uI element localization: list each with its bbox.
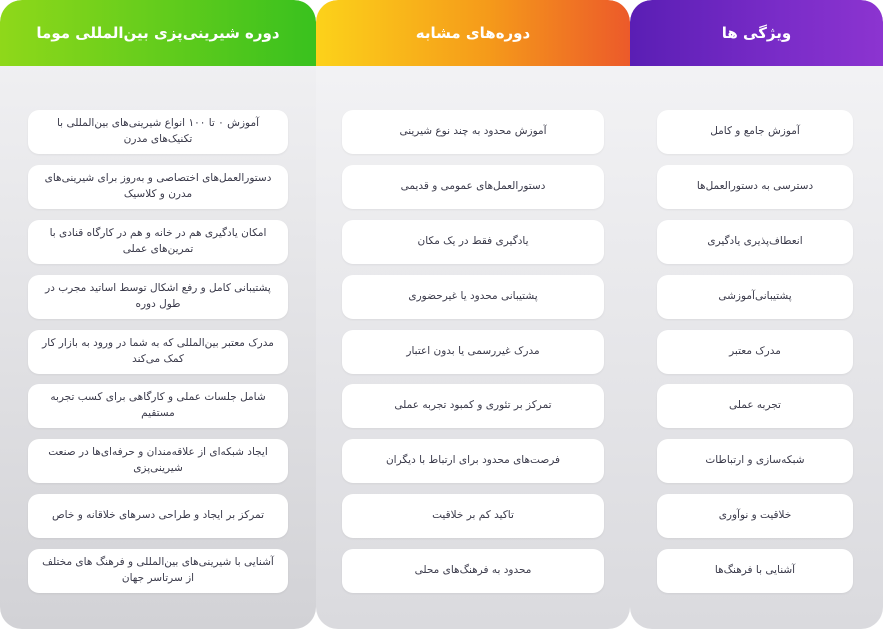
comparison-cell: آموزش ۰ تا ۱۰۰ انواع شیرینی‌های بین‌المللی با تکنیک‌های مدرن xyxy=(28,110,288,154)
feature-cell: آشنایی با فرهنگ‌ها xyxy=(657,549,853,593)
comparison-cell: تاکید کم بر خلاقیت xyxy=(342,494,604,538)
comparison-cell: محدود به فرهنگ‌های محلی xyxy=(342,549,604,593)
comparison-cell: آموزش محدود به چند نوع شیرینی xyxy=(342,110,604,154)
comparison-cell: مدرک معتبر بین‌المللی که به شما در ورود به بازار کار کمک می‌کند xyxy=(28,330,288,374)
comparison-cell: تمرکز بر ایجاد و طراحی دسرهای خلاقانه و خاص xyxy=(28,494,288,538)
comparison-cell: شامل جلسات عملی و کارگاهی برای کسب تجربه مستقیم xyxy=(28,384,288,428)
comparison-cell: یادگیری فقط در یک مکان xyxy=(342,220,604,264)
comparison-cell: ایجاد شبکه‌ای از علاقه‌مندان و حرفه‌ای‌ها در صنعت شیرینی‌پزی xyxy=(28,439,288,483)
feature-cell: شبکه‌سازی و ارتباطات xyxy=(657,439,853,483)
comparison-cell: پشتیبانی کامل و رفع اشکال توسط اساتید مجرب در طول دوره xyxy=(28,275,288,319)
column-moma-course xyxy=(0,0,316,629)
feature-cell: آموزش جامع و کامل xyxy=(657,110,853,154)
column-header-features: ویژگی ها xyxy=(630,0,883,66)
comparison-cell: پشتیبانی محدود یا غیرحضوری xyxy=(342,275,604,319)
feature-cell: پشتیبانی‌آموزشی xyxy=(657,275,853,319)
comparison-cell: مدرک غیررسمی یا بدون اعتبار xyxy=(342,330,604,374)
feature-cell: انعطاف‌پذیری یادگیری xyxy=(657,220,853,264)
comparison-cell: دستورالعمل‌های اختصاصی و به‌روز برای شیرینی‌های مدرن و کلاسیک xyxy=(28,165,288,209)
feature-cell: تجربه عملی xyxy=(657,384,853,428)
column-header-similar: دوره‌های مشابه xyxy=(316,0,630,66)
feature-cell: خلاقیت و نوآوری xyxy=(657,494,853,538)
comparison-cell: دستورالعمل‌های عمومی و قدیمی xyxy=(342,165,604,209)
feature-cell: دسترسی به دستورالعمل‌ها xyxy=(657,165,853,209)
column-header-moma: دوره شیرینی‌پزی بین‌المللی موما xyxy=(0,0,316,66)
feature-cell: مدرک معتبر xyxy=(657,330,853,374)
column-similar-courses xyxy=(316,0,630,629)
comparison-cell: تمرکز بر تئوری و کمبود تجربه عملی xyxy=(342,384,604,428)
comparison-cell: فرصت‌های محدود برای ارتباط با دیگران xyxy=(342,439,604,483)
comparison-cell: آشنایی با شیرینی‌های بین‌المللی و فرهنگ های مختلف از سرتاسر جهان xyxy=(28,549,288,593)
column-features xyxy=(630,0,883,629)
comparison-cell: امکان یادگیری هم در خانه و هم در کارگاه قنادی با تمرین‌های عملی xyxy=(28,220,288,264)
